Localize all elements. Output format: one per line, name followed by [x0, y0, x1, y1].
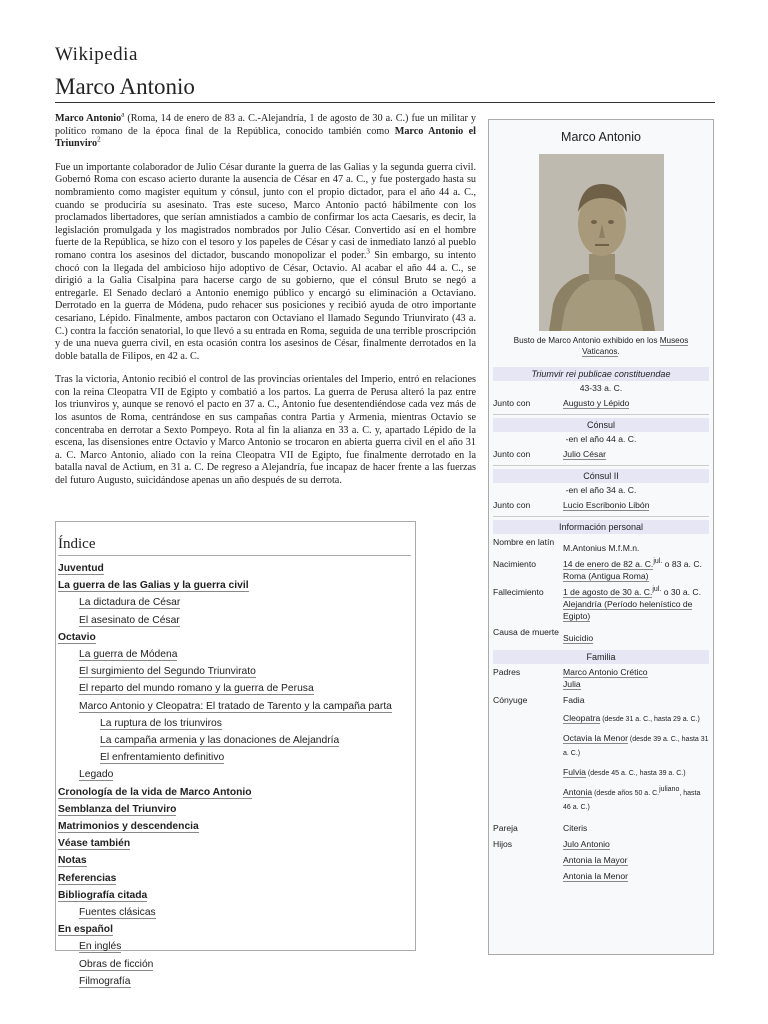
- section-header: Familia: [493, 650, 709, 664]
- spouse-link[interactable]: Octavia la Menor: [563, 733, 628, 743]
- infobox-row: [489, 820, 713, 836]
- infobox-row: [489, 664, 713, 692]
- toc-item[interactable]: [58, 749, 411, 766]
- toc-item[interactable]: [58, 818, 411, 835]
- infobox-row: [489, 534, 713, 556]
- toc-item[interactable]: [58, 801, 411, 818]
- spouse-dates: (desde 39 a. C., hasta 31 a. C.): [563, 736, 709, 757]
- title-divider: [55, 102, 715, 103]
- spouse-item: [563, 786, 709, 814]
- infobox-row: [489, 497, 713, 513]
- child-link[interactable]: Antonia la Menor: [563, 871, 628, 881]
- toc-heading: Índice: [58, 536, 411, 556]
- separator: [493, 414, 709, 415]
- toc-item[interactable]: [58, 870, 411, 887]
- spouse-dates-end: , hasta 46 a. C.): [563, 790, 701, 811]
- caption-text: Busto de Marco Antonio exhibido en los: [513, 336, 660, 345]
- row-value: M.Antonius M.f.M.n.: [563, 543, 640, 553]
- intro-text: (Roma, 14 de enero de 83 a. C.-Alejandría, 1 de agosto de 30 a. C.) fue un militar y político romano de la época final de la República, conocido también como: [55, 113, 476, 137]
- death-place[interactable]: Alejandría (Período helenístico de Egipto): [563, 599, 693, 621]
- row-label: Pareja: [493, 823, 518, 833]
- calendar-note[interactable]: jul.: [653, 558, 663, 566]
- article-body: [55, 110, 476, 499]
- toc-link[interactable]: La ruptura de los triunviros: [100, 717, 222, 729]
- row-link[interactable]: Julio César: [563, 449, 606, 459]
- page-title: Marco Antonio: [55, 74, 195, 99]
- toc-item[interactable]: [58, 784, 411, 801]
- infobox-row: [489, 692, 713, 820]
- subject-alias: Marco Antonio el Triunviro: [55, 125, 476, 150]
- toc-link[interactable]: Obras de ficción: [79, 958, 154, 970]
- row-label: Junto con: [493, 449, 531, 459]
- row-label: Nacimiento: [493, 559, 536, 569]
- toc-item[interactable]: [58, 715, 411, 732]
- infobox-row: [489, 556, 713, 584]
- toc-link[interactable]: Legado: [79, 769, 114, 781]
- toc-link[interactable]: El asesinato de César: [79, 614, 180, 626]
- toc-item[interactable]: [58, 732, 411, 749]
- row-label: Padres: [493, 667, 521, 677]
- birth-place[interactable]: Roma (Antigua Roma): [563, 571, 649, 581]
- separator: [493, 516, 709, 517]
- row-label: Nombre en latín: [493, 537, 555, 547]
- paragraph-career: [55, 162, 476, 364]
- note-ref[interactable]: 3: [366, 247, 370, 256]
- toc-item[interactable]: [58, 766, 411, 783]
- parent-link[interactable]: Marco Antonio Crético: [563, 667, 648, 677]
- toc-item[interactable]: [58, 680, 411, 697]
- death-date[interactable]: 1 de agosto de 30 a. C.: [563, 587, 653, 597]
- row-link[interactable]: Lucio Escribonio Libón: [563, 500, 650, 510]
- toc-item[interactable]: [58, 560, 411, 577]
- row-label: Junto con: [493, 500, 531, 510]
- toc-link[interactable]: Fuentes clásicas: [79, 907, 156, 919]
- toc-link[interactable]: La dictadura de César: [79, 597, 181, 609]
- toc-item[interactable]: [58, 629, 411, 646]
- career-text-b: Sin embargo, su intento chocó con la llegada del ambicioso hijo adoptivo de César, Octavio. Al acabar el año 44 a. C., se dirigió a la Galia Cisalpina para hacerse cargo de su gobierno, que el cónsul Bruto se negó a entregarle. El Senado declaró a Antonio enemigo público y encargó su eliminación a Octaviano. Derrotado en la guerra de Módena, pudo rehacer sus posiciones y recibió ayuda de otro importante cesariano, Lépido. Finalmente, ambos pactaron con Octaviano el llamado Segundo Triunvirato (43 a. C.) contra la facción senatorial, lo que llevó a su entrada en Roma, seguida de una terrible proscripción y de una nueva guerra civil, en esta ocasión contra los asesinos de César, finalmente derrotados en la doble batalla de Filipos, en 42 a. C.: [55, 249, 476, 362]
- child-link[interactable]: Julo Antonio: [563, 839, 610, 849]
- toc-item[interactable]: [58, 904, 411, 921]
- child-link[interactable]: Antonia la Mayor: [563, 855, 628, 865]
- row-label: Hijos: [493, 839, 513, 849]
- toc-link[interactable]: Marco Antonio y Cleopatra: El tratado de Tarento y la campaña parta: [79, 700, 392, 712]
- toc-link[interactable]: Referencias: [58, 872, 117, 884]
- spouse-link[interactable]: Cleopatra: [563, 713, 601, 723]
- death-alt: o 30 a. C.: [661, 587, 701, 597]
- toc-link[interactable]: Semblanza del Triunviro: [58, 803, 177, 815]
- row-label: Causa de muerte: [493, 627, 559, 637]
- subject-name: Marco Antonio: [55, 113, 122, 124]
- toc-item[interactable]: [58, 973, 411, 990]
- paragraph-aftermath: Tras la victoria, Antonio recibió el control de las provincias orientales del Imperio, entró en relaciones con la reina Cleopatra VII de Egipto y combatió a los partos. La guerra de Perusa alteró la paz entre los triunviros y, aunque se renovó el pacto en 37 a. C., Antonio fue desentendiéndose cada vez más de los asuntos de Roma, centrándose en sus campañas contra Partia y Armenia, mientras Octavio se concentraba en derrotar a Sexto Pompeyo. Rota al fin la alianza en 33 a. C. y, apartado Lépido de la escena, las disensiones entre Octavio y Marco Antonio se trocaron en abierta guerra civil en el año 31 a. C. Marco Antonio, aliado con la reina Cleopatra VII de Egipto, fue finalmente derrotado en la batalla naval de Actium, en 31 a. C. De regreso a Alejandría, fue incapaz de hacer frente a las fuerzas del futuro Augusto, suicidándose apenas un año después de su derrota.: [55, 374, 476, 487]
- spouse-dates: (desde 31 a. C., hasta 29 a. C.): [600, 716, 700, 723]
- toc-item[interactable]: [58, 938, 411, 955]
- infobox-title: Marco Antonio: [561, 130, 641, 144]
- toc-link[interactable]: Filmografía: [79, 975, 131, 987]
- table-of-contents: [55, 521, 416, 987]
- spouse-item: Fadia: [563, 695, 585, 705]
- term-years: -en el año 34 a. C.: [565, 485, 637, 495]
- toc-link[interactable]: La guerra de las Galias y la guerra civil: [58, 580, 249, 592]
- bust-image[interactable]: [539, 154, 664, 331]
- infobox-row: [489, 446, 713, 462]
- spouse-dates: (desde años 50 a. C.: [592, 790, 660, 797]
- section-header: Cónsul: [493, 418, 709, 432]
- note-ref[interactable]: a: [121, 110, 125, 119]
- paragraph-intro: [55, 110, 476, 151]
- spouse-item: [563, 712, 709, 726]
- birth-alt: o 83 a. C.: [662, 559, 702, 569]
- toc-item[interactable]: [58, 956, 411, 973]
- toc-item[interactable]: [58, 887, 411, 904]
- toc-item[interactable]: [58, 698, 411, 715]
- toc-item[interactable]: [58, 594, 411, 611]
- toc-link[interactable]: Octavio: [58, 631, 96, 643]
- toc-link[interactable]: Juventud: [58, 563, 104, 574]
- toc-link[interactable]: El enfrentamiento definitivo: [100, 752, 225, 764]
- infobox: [488, 119, 714, 955]
- image-caption: [495, 335, 707, 357]
- toc-link[interactable]: Cronología de la vida de Marco Antonio: [58, 786, 252, 798]
- toc-link[interactable]: La campaña armenia y las donaciones de Alejandría: [100, 735, 340, 747]
- row-label: Fallecimiento: [493, 587, 544, 597]
- career-text-a: Fue un importante colaborador de Julio César durante la guerra de las Galias y la segunda guerra civil. Gobernó Roma con escaso acierto durante la ausencia de César en 47 a. C., y fue postergado hasta su nombramiento como magister equitum y cónsul, junto con el propio dictador, para el año 44 a. C., cuando se produciría su asesinato. Tras este suceso, Marco Antonio pactó hábilmente con los proclamados libertadores, que serían amnistiados a cambio de confirmar los acta Caesaris, es decir, la legislación promulgada y los magistrados nombrados por Julio César. Convertido así en el hombre fuerte de la República, se hizo con el tesoro y los papeles de César y casi de inmediato lanzó al pueblo romano contra los asesinos del dictador, buscando monopolizar el poder.: [55, 161, 476, 261]
- caption-link[interactable]: Museos Vaticanos: [582, 336, 689, 356]
- infobox-row: [489, 836, 713, 884]
- toc-item[interactable]: [58, 835, 411, 852]
- partner-value: Citeris: [563, 823, 588, 833]
- toc-link[interactable]: La guerra de Módena: [79, 649, 178, 661]
- calendar-note[interactable]: jul.: [652, 586, 662, 594]
- toc-link[interactable]: El surgimiento del Segundo Triunvirato: [79, 666, 256, 678]
- toc-link[interactable]: Bibliografía citada: [58, 889, 148, 901]
- row-link[interactable]: Augusto y Lépido: [563, 398, 630, 408]
- note-ref[interactable]: 2: [97, 135, 101, 144]
- toc-item[interactable]: [58, 646, 411, 663]
- spouse-item: [563, 766, 709, 780]
- spouse-link[interactable]: Fulvia: [563, 767, 586, 777]
- row-label: Cónyuge: [493, 695, 528, 705]
- toc-link[interactable]: En inglés: [79, 941, 122, 953]
- toc-item[interactable]: [58, 663, 411, 680]
- spouse-link[interactable]: Antonia: [563, 787, 593, 797]
- toc-item[interactable]: [58, 921, 411, 938]
- section-header: Triumvir rei publicae constituendae: [493, 367, 709, 381]
- calendar-note[interactable]: juliano: [659, 786, 680, 794]
- toc-item[interactable]: [58, 852, 411, 869]
- section-header: Cónsul II: [493, 469, 709, 483]
- toc-item[interactable]: [58, 612, 411, 629]
- section-header: Información personal: [493, 520, 709, 534]
- toc-link[interactable]: Véase también: [58, 838, 131, 850]
- birth-date[interactable]: 14 de enero de 82 a. C.: [563, 559, 654, 569]
- toc-link[interactable]: Notas: [58, 855, 87, 867]
- cause-of-death[interactable]: Suicidio: [563, 633, 594, 643]
- infobox-row: [489, 624, 713, 646]
- infobox-row: [489, 395, 713, 411]
- term-years: -en el año 44 a. C.: [565, 434, 637, 444]
- toc-link[interactable]: En español: [58, 924, 113, 936]
- spouse-dates: (desde 45 a. C., hasta 39 a. C.): [585, 770, 686, 777]
- spouse-item: [563, 732, 709, 760]
- wikipedia-wordmark[interactable]: Wikipedia: [55, 44, 138, 65]
- parent-link[interactable]: Julia: [563, 679, 581, 689]
- toc-link[interactable]: Matrimonios y descendencia: [58, 821, 199, 833]
- separator: [493, 465, 709, 466]
- row-label: Junto con: [493, 398, 531, 408]
- toc-item[interactable]: [58, 577, 411, 594]
- caption-end: .: [617, 347, 620, 356]
- infobox-row: [489, 584, 713, 624]
- toc-link[interactable]: El reparto del mundo romano y la guerra de Perusa: [79, 683, 314, 695]
- term-years: 43-33 a. C.: [579, 383, 623, 393]
- toc-list: [58, 560, 411, 990]
